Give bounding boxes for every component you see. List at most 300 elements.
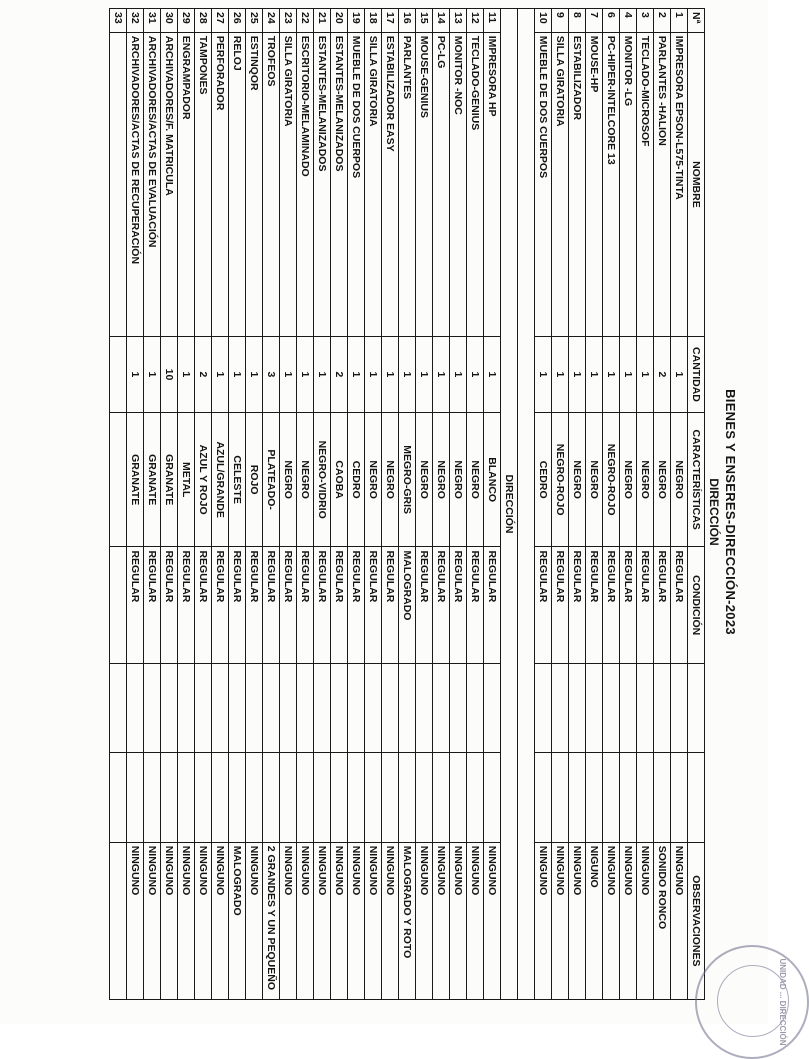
cell-characteristics: NEGRO [586,412,603,547]
cell-characteristics: ROJO [246,412,263,547]
cell-empty-2 [263,753,280,842]
cell-empty-1 [280,663,297,752]
cell-num: 7 [586,9,603,33]
table-row [331,9,348,1000]
cell-empty-1 [637,663,654,752]
cell-empty-2 [144,753,161,842]
cell-empty-2 [195,753,212,842]
cell-empty-2 [127,753,144,842]
cell-characteristics: NEGRO [654,412,671,547]
cell-name: PARLANTES [399,32,416,336]
cell-empty-2 [399,753,416,842]
cell-condition [110,547,127,664]
table-row [654,9,671,1000]
cell-empty-2 [671,753,688,842]
cell-characteristics: GRANATE [127,412,144,547]
cell-condition: REGULAR [127,547,144,664]
cell-condition: REGULAR [382,547,399,664]
table-section-divider [501,9,535,1000]
cell-name: ARCHIVADORES/F. MATRICULA [161,32,178,336]
table-header-row [688,9,705,1000]
cell-qty: 1 [535,337,552,413]
cell-characteristics: BLANCO [484,412,501,547]
cell-empty-1 [552,663,569,752]
cell-empty-2 [603,753,620,842]
cell-name: ESTANTES-MELANIZADOS [314,32,331,336]
cell-empty-1 [246,663,263,752]
stamp-text: UNIDAD ... DIRECCIÓN [778,958,787,1046]
cell-empty-2 [382,753,399,842]
cell-num: 11 [484,9,501,33]
cell-num: 17 [382,9,399,33]
section-heading-mid: DIRECCIÓN [501,9,518,1000]
cell-observations: NINGUNO [416,842,433,999]
cell-observations: NINGUNO [195,842,212,999]
cell-num: 25 [246,9,263,33]
table-row [195,9,212,1000]
cell-condition: REGULAR [246,547,263,664]
cell-observations: NINGUNO [603,842,620,999]
cell-observations: NIGUNO [586,842,603,999]
header-num: Nª [688,9,705,33]
cell-name: TECLADO-GENIUS [467,32,484,336]
cell-num: 33 [110,9,127,33]
cell-empty-1 [348,663,365,752]
cell-name: ENGRAMPADOR [178,32,195,336]
cell-num: 9 [552,9,569,33]
table-row [297,9,314,1000]
cell-characteristics: NEGRO-ROJO [603,412,620,547]
cell-characteristics: AZUL Y ROJO [195,412,212,547]
table-row [178,9,195,1000]
cell-empty-2 [365,753,382,842]
cell-condition: REGULAR [637,547,654,664]
cell-qty: 2 [195,337,212,413]
header-empty-1 [688,663,705,752]
cell-characteristics: NEGRO [671,412,688,547]
cell-name: MOUSE-HP [586,32,603,336]
cell-num: 12 [467,9,484,33]
table-row [246,9,263,1000]
cell-num: 2 [654,9,671,33]
cell-qty: 3 [263,337,280,413]
cell-observations: NINGUNO [178,842,195,999]
cell-condition: REGULAR [229,547,246,664]
cell-name: SILLA GIRATORIA [280,32,297,336]
cell-observations: NINGUNO [161,842,178,999]
table-row [399,9,416,1000]
cell-empty-2 [297,753,314,842]
cell-condition: REGULAR [620,547,637,664]
cell-observations: NINGUNO [144,842,161,999]
cell-characteristics: NEGRO [569,412,586,547]
cell-num: 13 [450,9,467,33]
header-observations: OBSERVACIONES [688,842,705,999]
cell-qty: 1 [382,337,399,413]
cell-empty-1 [484,663,501,752]
cell-characteristics: NEGRO-ROJO [552,412,569,547]
cell-name: TROFEOS [263,32,280,336]
cell-empty-1 [144,663,161,752]
cell-empty-1 [654,663,671,752]
cell-name: SILLA GIRATORIA [365,32,382,336]
cell-observations: 2 GRANDES Y UN PEQUEÑO [263,842,280,999]
cell-condition: REGULAR [365,547,382,664]
cell-characteristics: CELESTE [229,412,246,547]
cell-name: MONITOR -LG [620,32,637,336]
cell-condition: REGULAR [263,547,280,664]
cell-name: SILLA GIRATORIA [552,32,569,336]
cell-observations: NINGUNO [484,842,501,999]
cell-name: MONITOR -NOC [450,32,467,336]
cell-empty-1 [195,663,212,752]
cell-empty-2 [178,753,195,842]
cell-condition: REGULAR [552,547,569,664]
cell-condition: REGULAR [569,547,586,664]
header-qty: CANTIDAD [688,337,705,413]
cell-qty: 2 [654,337,671,413]
cell-name: PERFORADOR [212,32,229,336]
cell-empty-2 [280,753,297,842]
cell-qty [110,337,127,413]
cell-characteristics: NEGRO-VIDRIO [314,412,331,547]
cell-num: 26 [229,9,246,33]
cell-num: 16 [399,9,416,33]
cell-name: PC-HIPER-INTELCORE 13 [603,32,620,336]
cell-empty-1 [161,663,178,752]
cell-qty: 1 [569,337,586,413]
cell-condition: REGULAR [654,547,671,664]
cell-observations: SONIDO RONCO [654,842,671,999]
cell-observations: NINGUNO [671,842,688,999]
cell-empty-2 [552,753,569,842]
cell-empty-1 [569,663,586,752]
cell-observations: MALOGRADO Y ROTO [399,842,416,999]
table-row [161,9,178,1000]
cell-observations: NINGUNO [348,842,365,999]
cell-condition: REGULAR [484,547,501,664]
cell-characteristics [110,412,127,547]
cell-empty-1 [263,663,280,752]
cell-qty: 2 [331,337,348,413]
cell-empty-2 [348,753,365,842]
cell-num: 22 [297,9,314,33]
table-row [637,9,654,1000]
cell-qty: 1 [467,337,484,413]
cell-qty: 1 [416,337,433,413]
cell-empty-2 [467,753,484,842]
cell-num: 31 [144,9,161,33]
cell-characteristics: CEDRO [348,412,365,547]
cell-name: ESTINQOR [246,32,263,336]
cell-name: TAMPONES [195,32,212,336]
page-title: BIENES Y ENSERES-DIRECCIÓN-2023 [723,389,738,635]
cell-qty: 1 [603,337,620,413]
cell-empty-1 [178,663,195,752]
cell-observations: NINGUNO [620,842,637,999]
cell-qty: 1 [348,337,365,413]
cell-name: MUEBLE DE DOS CUERPOS [348,32,365,336]
cell-empty-1 [467,663,484,752]
cell-characteristics: CAOBA [331,412,348,547]
cell-num: 15 [416,9,433,33]
inventory-table [109,8,705,1000]
cell-condition: REGULAR [161,547,178,664]
cell-qty: 1 [450,337,467,413]
cell-empty-2 [450,753,467,842]
cell-name: ARCHIVADORES/ACTAS DE EVALUACIÓN [144,32,161,336]
cell-num: 19 [348,9,365,33]
cell-qty: 1 [314,337,331,413]
table-row [671,9,688,1000]
cell-observations: NINGUNO [433,842,450,999]
cell-num: 6 [603,9,620,33]
cell-name [110,32,127,336]
cell-empty-2 [110,753,127,842]
table-row [586,9,603,1000]
cell-characteristics: NEGRO [297,412,314,547]
cell-empty-1 [297,663,314,752]
table-row [110,9,127,1000]
cell-observations: NINGUNO [467,842,484,999]
cell-name: MUEBLE DE DOS CUERPOS [535,32,552,336]
cell-num: 28 [195,9,212,33]
cell-characteristics: NEGRO [382,412,399,547]
cell-characteristics: GRANATE [144,412,161,547]
cell-condition: REGULAR [467,547,484,664]
cell-empty-1 [399,663,416,752]
cell-empty-2 [620,753,637,842]
cell-observations: NINGUNO [314,842,331,999]
cell-characteristics: NEGRO [280,412,297,547]
cell-empty-1 [433,663,450,752]
cell-characteristics: NEGRO [416,412,433,547]
cell-condition: REGULAR [297,547,314,664]
cell-observations: NINGUNO [297,842,314,999]
cell-qty: 1 [297,337,314,413]
cell-characteristics: NEGRO [450,412,467,547]
cell-name: PC-LG [433,32,450,336]
table-row [314,9,331,1000]
cell-condition: REGULAR [586,547,603,664]
cell-num: 8 [569,9,586,33]
cell-observations: NINGUNO [569,842,586,999]
cell-observations: NINGUNO [382,842,399,999]
table-row [535,9,552,1000]
cell-condition: REGULAR [433,547,450,664]
cell-observations [110,842,127,999]
cell-characteristics: NEGRO [365,412,382,547]
cell-name: MOUSE-GENIUS [416,32,433,336]
cell-num: 10 [535,9,552,33]
cell-condition: REGULAR [416,547,433,664]
cell-num: 4 [620,9,637,33]
cell-observations: NINGUNO [280,842,297,999]
cell-empty-2 [535,753,552,842]
cell-characteristics: NEGRO [467,412,484,547]
table-row [484,9,501,1000]
table-row [229,9,246,1000]
cell-empty-1 [450,663,467,752]
table-body-group-1 [535,9,688,1000]
cell-empty-2 [586,753,603,842]
cell-name: PARLANTES -HALION [654,32,671,336]
cell-qty: 1 [144,337,161,413]
cell-empty-1 [331,663,348,752]
cell-condition: REGULAR [535,547,552,664]
table-row [263,9,280,1000]
table-row [127,9,144,1000]
cell-empty-2 [314,753,331,842]
cell-name: ARCHIVADORES/ACTAS DE RECUPERACIÓN [127,32,144,336]
cell-qty: 1 [671,337,688,413]
table-body-group-2 [110,9,501,1000]
cell-condition: REGULAR [195,547,212,664]
cell-condition: REGULAR [671,547,688,664]
cell-characteristics: MEGRO-GRIS [399,412,416,547]
cell-empty-2 [416,753,433,842]
cell-name: ESTABILIZADOR [569,32,586,336]
cell-num: 27 [212,9,229,33]
cell-characteristics: AZUL/GRANDE [212,412,229,547]
cell-empty-1 [671,663,688,752]
cell-observations: NINGUNO [552,842,569,999]
header-condition: CONDICIÓN [688,547,705,664]
cell-qty: 1 [433,337,450,413]
table-row [603,9,620,1000]
cell-empty-1 [365,663,382,752]
cell-condition: MALOGRADO [399,547,416,664]
cell-empty-1 [110,663,127,752]
cell-condition: REGULAR [450,547,467,664]
cell-empty-1 [127,663,144,752]
cell-qty: 1 [365,337,382,413]
cell-empty-2 [569,753,586,842]
table-row [144,9,161,1000]
cell-qty: 1 [178,337,195,413]
cell-empty-2 [484,753,501,842]
table-row [620,9,637,1000]
cell-observations: NINGUNO [450,842,467,999]
cell-observations: NINGUNO [212,842,229,999]
table-row [365,9,382,1000]
institution-stamp [695,945,809,1059]
cell-num: 3 [637,9,654,33]
cell-num: 23 [280,9,297,33]
cell-qty: 1 [127,337,144,413]
cell-condition: REGULAR [314,547,331,664]
cell-characteristics: PLATEADO- [263,412,280,547]
cell-empty-1 [620,663,637,752]
table-row [212,9,229,1000]
table-row [280,9,297,1000]
table-row [382,9,399,1000]
cell-num: 29 [178,9,195,33]
cell-name: ESTANTES-MELANIZADOS [331,32,348,336]
cell-empty-1 [382,663,399,752]
cell-empty-2 [637,753,654,842]
cell-num: 14 [433,9,450,33]
cell-empty-2 [331,753,348,842]
header-name: NOMBRE [688,32,705,336]
cell-condition: REGULAR [331,547,348,664]
cell-num: 1 [671,9,688,33]
cell-condition: REGULAR [178,547,195,664]
cell-qty: 1 [246,337,263,413]
cell-empty-1 [416,663,433,752]
cell-empty-1 [212,663,229,752]
cell-observations: NINGUNO [637,842,654,999]
cell-num: 18 [365,9,382,33]
cell-qty: 10 [161,337,178,413]
cell-num: 21 [314,9,331,33]
section-heading-top: DIRECCIÓN [707,478,721,546]
cell-empty-2 [212,753,229,842]
cell-qty: 1 [637,337,654,413]
table-row [467,9,484,1000]
cell-condition: REGULAR [144,547,161,664]
cell-name: TECLADO-MICROSOF [637,32,654,336]
cell-qty: 1 [620,337,637,413]
cell-empty-2 [433,753,450,842]
cell-empty-2 [654,753,671,842]
cell-qty: 1 [229,337,246,413]
cell-characteristics: CEDRO [535,412,552,547]
table-row [433,9,450,1000]
cell-characteristics: GRANATE [161,412,178,547]
cell-characteristics: NEGRO [620,412,637,547]
cell-num: 24 [263,9,280,33]
cell-name: IMPRESORA HP [484,32,501,336]
cell-empty-2 [246,753,263,842]
cell-qty: 1 [484,337,501,413]
cell-empty-1 [535,663,552,752]
cell-qty: 1 [586,337,603,413]
table-row [416,9,433,1000]
cell-qty: 1 [552,337,569,413]
cell-observations: NINGUNO [127,842,144,999]
cell-name: RELOJ [229,32,246,336]
cell-empty-1 [603,663,620,752]
cell-observations: NINGUNO [365,842,382,999]
cell-qty: 1 [212,337,229,413]
table-row [450,9,467,1000]
table-row [348,9,365,1000]
cell-empty-1 [314,663,331,752]
cell-condition: REGULAR [212,547,229,664]
cell-num: 20 [331,9,348,33]
cell-observations: NINGUNO [246,842,263,999]
table-row [569,9,586,1000]
cell-characteristics: METAL [178,412,195,547]
cell-characteristics: NEGRO [637,412,654,547]
cell-empty-2 [229,753,246,842]
section-row [501,9,518,1000]
cell-condition: REGULAR [348,547,365,664]
cell-qty: 1 [280,337,297,413]
cell-empty-1 [586,663,603,752]
table-row [552,9,569,1000]
cell-condition: REGULAR [603,547,620,664]
cell-qty: 1 [399,337,416,413]
cell-observations: NINGUNO [331,842,348,999]
cell-condition: REGULAR [280,547,297,664]
cell-empty-2 [161,753,178,842]
cell-num: 32 [127,9,144,33]
cell-characteristics: NEGRO [433,412,450,547]
header-empty-2 [688,753,705,842]
cell-name: IMPRESORA EPSON-L575-TINTA [671,32,688,336]
